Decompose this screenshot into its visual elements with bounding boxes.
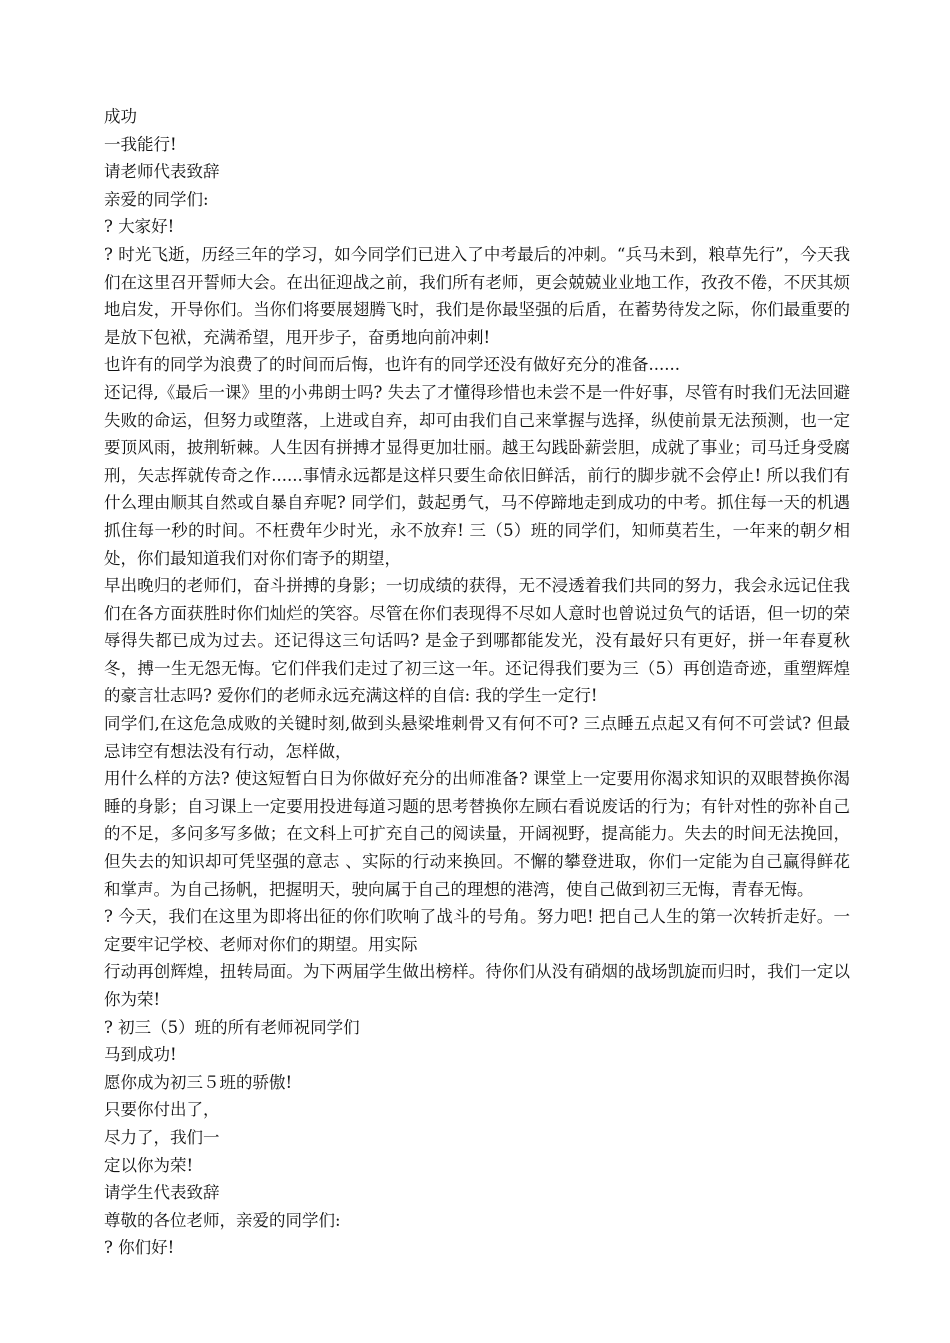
paragraph-5: ? 大家好! [104, 217, 175, 237]
paragraph-21: 尊敬的各位老师，亲爱的同学们: [104, 1210, 341, 1230]
paragraph-12: ? 今天，我们在这里为即将出征的你们吹响了战斗的号角。努力吧! 把自己人生的第一次转折走好。一定要牢记学校、老师对你们的期望。用实际 [104, 907, 850, 954]
document-body [104, 103, 850, 1262]
paragraph-14: ? 初三（5）班的所有老师祝同学们 [104, 1017, 360, 1037]
paragraph-9: 早出晚归的老师们，奋斗拼搏的身影；一切成绩的获得，无不浸透着我们共同的努力，我会永远记住我们在各方面获胜时你们灿烂的笑容。尽管在你们表现得不尽如人意时也曾说过负气的话语，但一切的荣辱得失都已成为过去。还记得这三句话吗? 是金子到哪都能发光，没有最好只有更好，拼一年春夏秋冬，搏一生无怨无悔。它们伴我们走过了初三这一年。还记得我们要为三（5）再创造奇迹，重塑辉煌的豪言壮志吗? 爱你们的老师永远充满这样的自信: 我的学生一定行! [104, 576, 850, 706]
paragraph-7: 也许有的同学为浪费了的时间而后悔，也许有的同学还没有做好充分的准备...... [104, 355, 680, 375]
paragraph-13: 行动再创辉煌，扭转局面。为下两届学生做出榜样。待你们从没有硝烟的战场凯旋而归时，我们一定以你为荣! [104, 962, 850, 1009]
paragraph-15: 马到成功! [104, 1045, 177, 1065]
paragraph-18: 尽力了，我们一 [104, 1127, 220, 1147]
paragraph-1: 成功 [104, 107, 137, 126]
paragraph-11: 用什么样的方法? 使这短暂白日为你做好充分的出师准备? 课堂上一定要用你渴求知识的双眼替换你渴睡的身影；自习课上一定要用投进每道习题的思考替换你左顾右看说废话的行为；有针对性的弥补自己的不足，多问多写多做；在文科上可扩充自己的阅读量，开阔视野，提高能力。失去的时间无法挽回，但失去的知识却可凭坚强的意志 、实际的行动来换回。不懈的攀登进取，你们一定能为自己赢得鲜花和掌声。为自己扬帆，把握明天，驶向属于自己的理想的港湾，使自己做到初三无悔，青春无悔。 [104, 769, 850, 899]
paragraph-10: 同学们,在这危急成败的关键时刻,做到头悬梁堆刺骨又有何不可? 三点睡五点起又有何不可尝试? 但最忌讳空有想法没有行动，怎样做， [104, 714, 850, 761]
paragraph-19: 定以你为荣! [104, 1155, 194, 1175]
paragraph-2: 一我能行! [104, 134, 177, 154]
paragraph-8: 还记得,《最后一课》里的小弗朗士吗? 失去了才懂得珍惜也未尝不是一件好事，尽管有时我们无法回避失败的命运，但努力或堕落，上进或自弃，却可由我们自己来掌握与选择，纵使前景无法预测，也一定要顶风雨，披荆斩棘。人生因有拼搏才显得更加壮丽。越王勾践卧薪尝胆，成就了事业；司马迁身受腐刑，矢志挥就传奇之作......事情永远都是这样只要生命依旧鲜活，前行的脚步就不会停止! 所以我们有什么理由顺其自然或自暴自弃呢? 同学们，鼓起勇气，马不停蹄地走到成功的中考。抓住每一天的机遇抓住每一秒的时间。不枉费年少时光，永不放弃! 三（5）班的同学们，知师莫若生，一年来的朝夕相处，你们最知道我们对你们寄予的期望， [104, 382, 850, 568]
paragraph-17: 只要你付出了， [104, 1100, 220, 1120]
paragraph-16: 愿你成为初三５班的骄傲! [104, 1072, 293, 1092]
paragraph-22: ? 你们好! [104, 1238, 175, 1258]
paragraph-3: 请老师代表致辞 [104, 162, 220, 182]
paragraph-6: ? 时光飞逝，历经三年的学习，如今同学们已进入了中考最后的冲刺。“兵马未到，粮草先行”，今天我们在这里召开誓师大会。在出征迎战之前，我们所有老师，更会兢兢业业地工作，孜孜不倦，不厌其烦地启发，开导你们。当你们将要展翅腾飞时，我们是你最坚强的后盾，在蓄势待发之际，你们最重要的是放下包袱，充满希望，甩开步子，奋勇地向前冲刺! [104, 244, 850, 347]
paragraph-4: 亲爱的同学们: [104, 189, 209, 209]
paragraph-20: 请学生代表致辞 [104, 1183, 220, 1203]
